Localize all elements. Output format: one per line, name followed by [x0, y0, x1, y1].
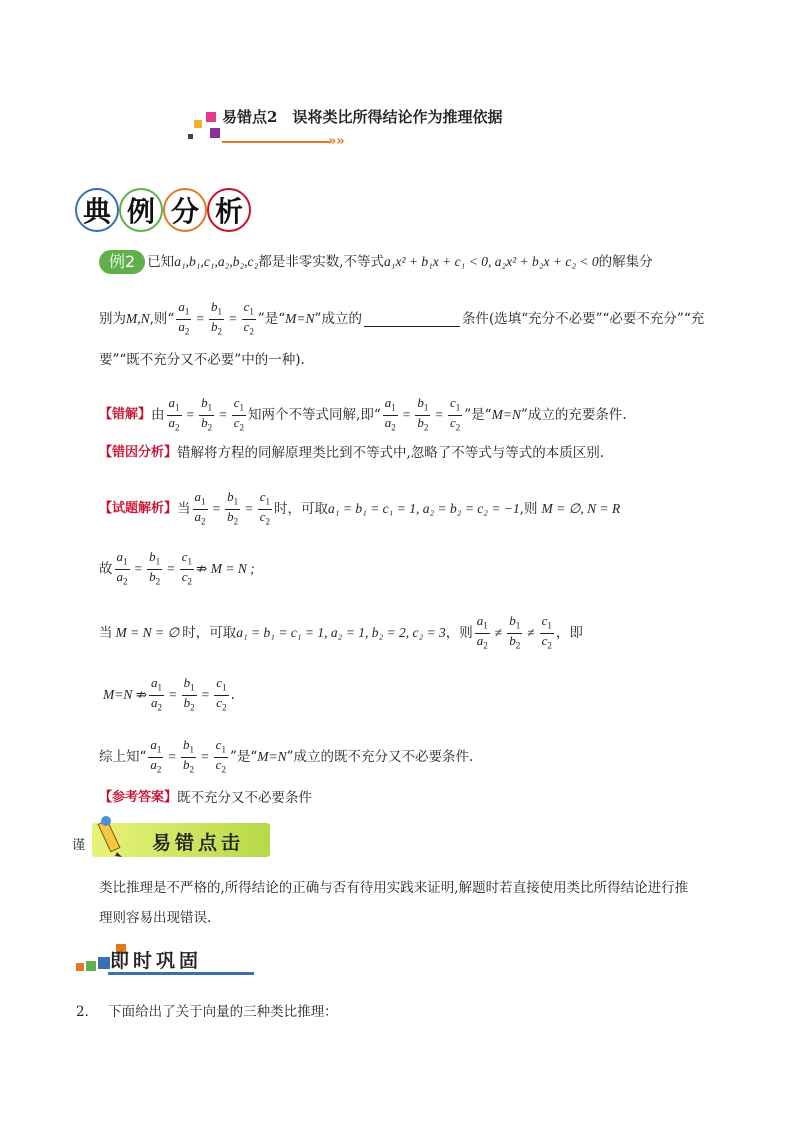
- example-badge: 例2: [99, 250, 145, 274]
- tip-title: 易错点击: [152, 832, 245, 854]
- summary-line: 综上知“ $\frac{a_1}{a_2}$ = $\frac{b_1}{b_2}$ = $\frac{c_1}{c_2}$ ”是“ M=N ”成立的既不充分又不必要条件.: [99, 737, 474, 775]
- example-line-3: 要”“既不充分又不必要”中的一种).: [99, 352, 305, 368]
- wrong-solution: 【错解】 由 $\frac{a_1}{a_2}$ = $\frac{b_1}{b_2}$ = $\frac{c_1}{c_2}$ 知两个不等式同解,即“ $\frac{a_1}{a_2}$ = $\frac{b_1}{b_2}$ = $\frac{c_1}{c_2}$ ”是“ M=N ”成立的充要条件.: [99, 395, 627, 433]
- tip-side-char: 谨: [72, 838, 86, 853]
- analysis-line-1: 【试题解析】 当 $\frac{a_1}{a_2}$ = $\frac{b_1}{b_2}$ = $\frac{c_1}{c_2}$ 时，可取 a₁ = b₁ = c₁ = 1, a₂ = b₂ = c₂ = −1 ,则 M = ∅, N = R: [99, 489, 621, 527]
- pencil-icon: [96, 815, 130, 859]
- page-title: 易错点2 误将类比所得结论作为推理依据: [222, 108, 503, 126]
- fraction-b: $\frac{b_1}{b_2}$: [210, 299, 222, 337]
- tip-banner: [92, 823, 270, 857]
- title-underline: [222, 141, 330, 143]
- tip-text-1: 类比推理是不严格的,所得结论的正确与否有待用实践来证明,解题时若直接使用类比所得结论进行推: [99, 880, 689, 896]
- answer-blank[interactable]: [364, 312, 460, 327]
- section-char-4: 析: [207, 188, 251, 232]
- analysis-line-3: 当 M = N = ∅ 时，可取 a₁ = b₁ = c₁ = 1, a₂ = 1, b₂ = 2, c₂ = 3 ，则 $\frac{a_1}{a_2}$ ≠ $\frac{b_1}{b_2}$ ≠ $\frac{c_1}{c_2}$ ，即: [99, 613, 583, 651]
- tip-text-2: 理则容易出现错误.: [99, 910, 212, 926]
- practice-underline: [108, 972, 254, 975]
- fraction-c: $\frac{c_1}{c_2}$: [243, 299, 254, 337]
- arrows-icon: »»: [328, 134, 345, 149]
- example-line-1: 例2 已知 a₁,b₁,c₁,a₂,b₂,c₂ 都是非零实数,不等式 a₁x² + b₁x + c₁ < 0, a₂x² + b₂x + c₂ < 0 的解集分: [99, 250, 734, 274]
- practice-title: 即时巩固: [110, 950, 203, 972]
- section-char-1: 典: [75, 188, 119, 232]
- analysis-line-2: 故 $\frac{a_1}{a_2}$ = $\frac{b_1}{b_2}$ = $\frac{c_1}{c_2}$ ⇏ M = N ;: [99, 549, 255, 587]
- example-line-2: 别为 M,N ,则“ $\frac{a_1}{a_2}$ = $\frac{b_1}{b_2}$ = $\frac{c_1}{c_2}$ ”是“ M=N ”成立的 条件(选填“充分不必要”“必要不充分”“充: [99, 299, 705, 337]
- cause-analysis: 【错因分析】 错解将方程的同解原理类比到不等式中,忽略了不等式与等式的本质区别.: [99, 445, 605, 461]
- section-char-2: 例: [119, 188, 163, 232]
- analysis-line-4: M=N ⇏ $\frac{a_1}{a_2}$ = $\frac{b_1}{b_2}$ = $\frac{c_1}{c_2}$ .: [103, 675, 235, 713]
- practice-question: 2． 下面给出了关于向量的三种类比推理：: [76, 1004, 338, 1020]
- fraction-a: $\frac{a_1}{a_2}$: [178, 299, 190, 337]
- section-char-3: 分: [163, 188, 207, 232]
- reference-answer: 【参考答案】 既不充分又不必要条件: [99, 790, 313, 806]
